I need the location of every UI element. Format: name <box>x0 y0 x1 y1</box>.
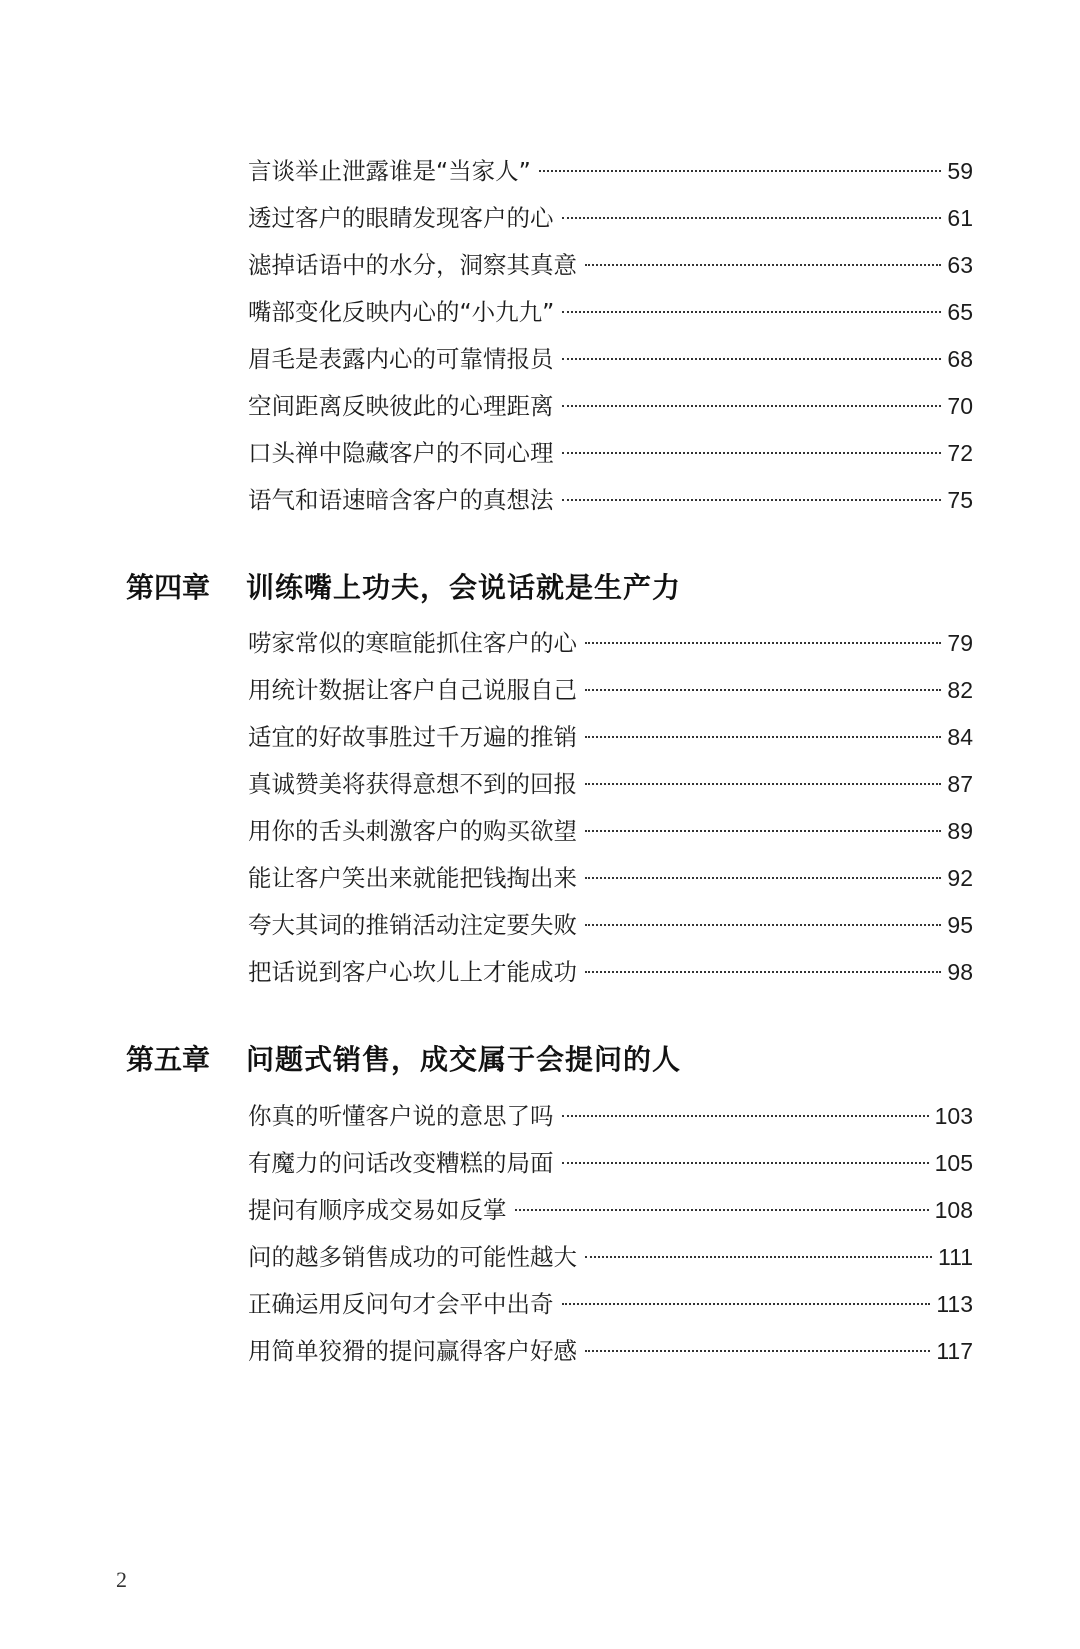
toc-entry[interactable] <box>248 200 973 236</box>
toc-entry[interactable] <box>248 1098 973 1134</box>
toc-entry-page: 84 <box>947 724 973 750</box>
toc-entry-page: 61 <box>947 205 973 231</box>
toc-entry-page: 92 <box>947 865 973 891</box>
chapter-title: 问题式销售，成交属于会提问的人 <box>246 1043 682 1076</box>
dot-leader <box>585 924 941 926</box>
dot-leader <box>585 689 941 691</box>
dot-leader <box>515 1209 929 1211</box>
dot-leader <box>562 1115 929 1117</box>
dot-leader <box>539 170 942 172</box>
toc-entry[interactable] <box>248 388 973 424</box>
dot-leader <box>585 877 941 879</box>
toc-entry[interactable] <box>248 860 973 896</box>
toc-entry-page: 113 <box>936 1291 973 1317</box>
toc-entry-title: 有魔力的问话改变糟糕的局面 <box>248 1149 554 1177</box>
toc-entry-title: 把话说到客户心坎儿上才能成功 <box>248 958 577 986</box>
toc-entry[interactable] <box>248 719 973 755</box>
toc-entry-page: 108 <box>934 1197 973 1223</box>
toc-entry[interactable] <box>248 482 973 518</box>
toc-entry-title: 正确运用反问句才会平中出奇 <box>248 1290 554 1318</box>
toc-entry-title: 用统计数据让客户自己说服自己 <box>248 676 577 704</box>
dot-leader <box>562 499 942 501</box>
toc-entry[interactable] <box>248 672 973 708</box>
toc-entry-title: 适宜的好故事胜过千万遍的推销 <box>248 723 577 751</box>
toc-entry-title: 问的越多销售成功的可能性越大 <box>248 1243 577 1271</box>
toc-entry-page: 63 <box>947 252 973 278</box>
toc-entry[interactable] <box>248 247 973 283</box>
toc-entry[interactable] <box>248 907 973 943</box>
toc-entry-page: 103 <box>934 1103 973 1129</box>
dot-leader <box>585 1256 932 1258</box>
toc-entry[interactable] <box>248 625 973 661</box>
dot-leader <box>585 642 941 644</box>
toc-entry-page: 68 <box>947 346 973 372</box>
toc-entry-page: 70 <box>947 393 973 419</box>
dot-leader <box>585 736 941 738</box>
toc-entry[interactable] <box>248 1239 973 1275</box>
toc-entry[interactable] <box>248 341 973 377</box>
toc-entry[interactable] <box>248 766 973 802</box>
toc-entry-title: 夸大其词的推销活动注定要失败 <box>248 911 577 939</box>
toc-entry-page: 65 <box>947 299 973 325</box>
page-number: 2 <box>116 1567 127 1592</box>
chapter-heading[interactable] <box>126 1036 681 1080</box>
toc-entry-title: 空间距离反映彼此的心理距离 <box>248 392 554 420</box>
toc-entry-title: 滤掉话语中的水分，洞察其真意 <box>248 251 577 279</box>
toc-entry[interactable] <box>248 1286 973 1322</box>
toc-entry-page: 59 <box>947 158 973 184</box>
dot-leader <box>585 1350 930 1352</box>
dot-leader <box>585 264 941 266</box>
dot-leader <box>562 217 942 219</box>
chapter-heading[interactable] <box>126 564 681 608</box>
dot-leader <box>562 1303 931 1305</box>
toc-entry-page: 89 <box>947 818 973 844</box>
toc-entry-page: 75 <box>947 487 973 513</box>
toc-entry-title: 你真的听懂客户说的意思了吗 <box>248 1102 554 1130</box>
chapter-number: 第四章 <box>126 571 211 604</box>
toc-entry-title: 唠家常似的寒暄能抓住客户的心 <box>248 629 577 657</box>
toc-entry-page: 111 <box>938 1244 973 1270</box>
dot-leader <box>585 830 941 832</box>
toc-entry-page: 79 <box>947 630 973 656</box>
toc-entry-page: 95 <box>947 912 973 938</box>
toc-entry-page: 72 <box>947 440 973 466</box>
chapter-title: 训练嘴上功夫，会说话就是生产力 <box>246 571 682 604</box>
dot-leader <box>562 1162 929 1164</box>
toc-entry[interactable] <box>248 435 973 471</box>
toc-entry-page: 117 <box>936 1338 973 1364</box>
dot-leader <box>562 311 941 313</box>
toc-entry-title: 真诚赞美将获得意想不到的回报 <box>248 770 577 798</box>
toc-entry-title: 言谈举止泄露谁是“当家人” <box>248 157 531 185</box>
chapter-number: 第五章 <box>126 1043 211 1076</box>
toc-entry-title: 嘴部变化反映内心的“小九九” <box>248 298 555 326</box>
toc-entry-title: 提问有顺序成交易如反掌 <box>248 1196 507 1224</box>
dot-leader <box>562 405 942 407</box>
toc-entry[interactable] <box>248 1192 973 1228</box>
toc-entry-title: 用简单狡猾的提问赢得客户好感 <box>248 1337 577 1365</box>
toc-entry[interactable] <box>248 1333 973 1369</box>
toc-entry-title: 能让客户笑出来就能把钱掏出来 <box>248 864 577 892</box>
toc-entry[interactable] <box>248 1145 973 1181</box>
toc-entry[interactable] <box>248 813 973 849</box>
toc-entry[interactable] <box>248 153 973 189</box>
toc-entry[interactable] <box>248 294 973 330</box>
dot-leader <box>585 783 941 785</box>
dot-leader <box>585 971 941 973</box>
toc-entry-page: 98 <box>947 959 973 985</box>
toc-entry-title: 透过客户的眼睛发现客户的心 <box>248 204 554 232</box>
toc-entry-title: 口头禅中隐藏客户的不同心理 <box>248 439 554 467</box>
toc-entry[interactable] <box>248 954 973 990</box>
dot-leader <box>562 452 942 454</box>
toc-entry-page: 87 <box>947 771 973 797</box>
toc-entry-title: 眉毛是表露内心的可靠情报员 <box>248 345 554 373</box>
toc-entry-title: 用你的舌头刺激客户的购买欲望 <box>248 817 577 845</box>
toc-entry-page: 105 <box>934 1150 973 1176</box>
toc-entry-title: 语气和语速暗含客户的真想法 <box>248 486 554 514</box>
dot-leader <box>562 358 942 360</box>
toc-entry-page: 82 <box>947 677 973 703</box>
